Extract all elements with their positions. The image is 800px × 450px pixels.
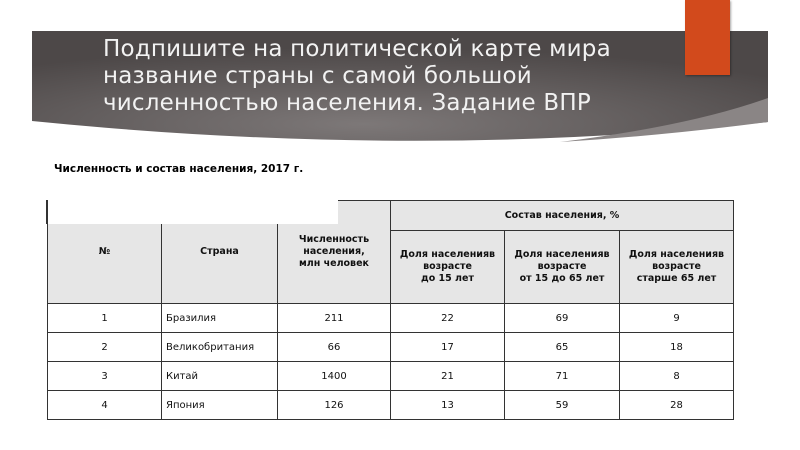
cell-population: 66 xyxy=(278,333,391,362)
header-population-line: млн человек xyxy=(299,258,369,269)
cell-under-15: 21 xyxy=(391,362,505,391)
table-row xyxy=(48,362,734,391)
header-line: возрасте xyxy=(652,261,701,272)
header-line: возрасте xyxy=(537,261,587,272)
cell-num: 4 xyxy=(48,391,162,420)
table-row xyxy=(48,333,734,362)
cell-population: 1400 xyxy=(278,362,391,391)
cell-over-65: 8 xyxy=(620,362,734,391)
header-population-line: Численность xyxy=(298,234,370,245)
population-table xyxy=(47,200,734,420)
cell-country: Япония xyxy=(162,391,278,420)
header-line: Доля населенияв xyxy=(628,249,725,260)
title-line-2: название страны с самой большой xyxy=(103,63,532,89)
header-over-65 xyxy=(620,231,734,304)
cell-country: Бразилия xyxy=(162,304,278,333)
header-line: старше 65 лет xyxy=(636,273,717,284)
accent-bar xyxy=(685,0,730,75)
cell-under-15: 17 xyxy=(391,333,505,362)
title-line-1: Подпишите на политической карте мира xyxy=(103,36,611,62)
header-num: № xyxy=(48,201,162,304)
cell-population: 126 xyxy=(278,391,391,420)
header-line: Доля населенияв xyxy=(399,249,496,260)
header-line: Доля населенияв xyxy=(514,249,610,260)
table-left-edge xyxy=(46,200,48,224)
cell-15-65: 65 xyxy=(505,333,620,362)
header-15-65 xyxy=(505,231,620,304)
header-under-15 xyxy=(391,231,505,304)
cell-under-15: 22 xyxy=(391,304,505,333)
header-population-line: населения, xyxy=(303,246,365,257)
header-country: Страна xyxy=(162,201,278,304)
header-line: от 15 до 65 лет xyxy=(519,273,605,284)
cell-country: Китай xyxy=(162,362,278,391)
header-line: возрасте xyxy=(423,261,472,272)
table-row xyxy=(48,391,734,420)
title-line-3: численностью населения. Задание ВПР xyxy=(103,90,591,116)
cell-num: 3 xyxy=(48,362,162,391)
slide-title xyxy=(103,36,663,117)
cell-under-15: 13 xyxy=(391,391,505,420)
header-mask xyxy=(45,196,338,224)
cell-population: 211 xyxy=(278,304,391,333)
header-line: до 15 лет xyxy=(421,273,474,284)
table-caption: Численность и состав населения, 2017 г. xyxy=(54,163,304,175)
cell-country: Великобритания xyxy=(162,333,278,362)
cell-over-65: 9 xyxy=(620,304,734,333)
cell-num: 2 xyxy=(48,333,162,362)
cell-over-65: 28 xyxy=(620,391,734,420)
cell-15-65: 69 xyxy=(505,304,620,333)
cell-num: 1 xyxy=(48,304,162,333)
population-table-container xyxy=(47,200,734,420)
cell-over-65: 18 xyxy=(620,333,734,362)
cell-15-65: 59 xyxy=(505,391,620,420)
cell-15-65: 71 xyxy=(505,362,620,391)
header-composition: Состав населения, % xyxy=(391,201,734,231)
table-row xyxy=(48,304,734,333)
title-banner xyxy=(0,0,800,160)
